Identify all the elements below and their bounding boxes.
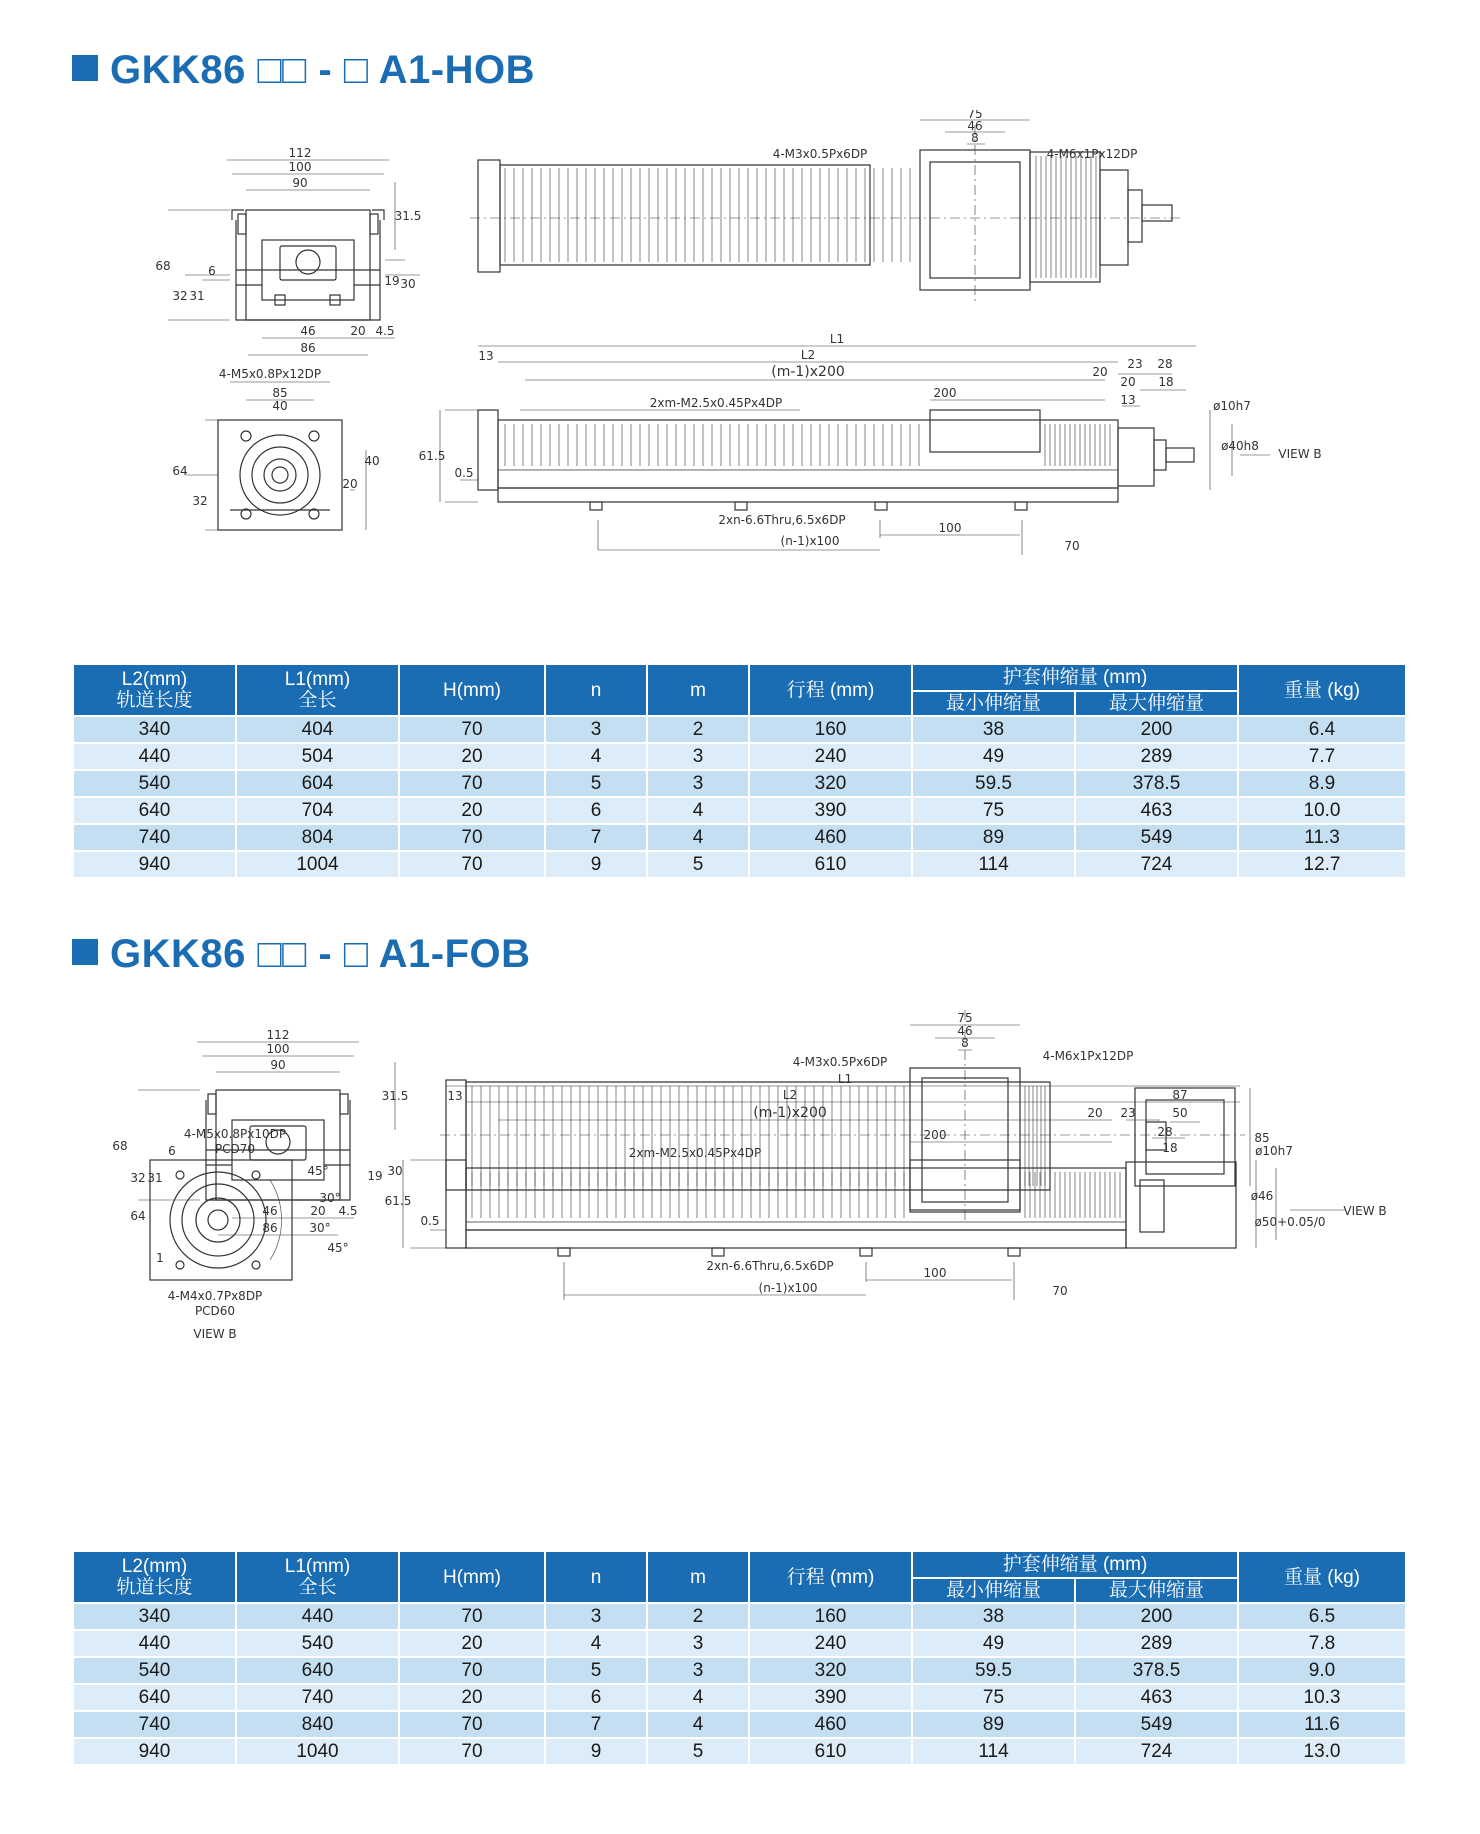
table-cell: 160 bbox=[749, 1603, 912, 1630]
table-cell: 3 bbox=[647, 770, 749, 797]
table-cell: 740 bbox=[73, 824, 236, 851]
table-cell: 3 bbox=[545, 716, 647, 743]
dim-label: 100 bbox=[288, 160, 312, 174]
dim-label: 64 bbox=[172, 464, 188, 478]
dim-label: 32 bbox=[130, 1171, 146, 1185]
dim-label: 32 bbox=[172, 289, 188, 303]
dim-label: 4-M6x1Px12DP bbox=[1046, 147, 1138, 161]
dim-label: 112 bbox=[266, 1028, 290, 1042]
table-cell: 4 bbox=[545, 743, 647, 770]
dim-label: 31 bbox=[147, 1171, 163, 1185]
table-cell: 940 bbox=[73, 1738, 236, 1765]
dim-label: 1 bbox=[156, 1251, 164, 1265]
table-cell: 6 bbox=[545, 797, 647, 824]
header-weight: 重量 (kg) bbox=[1238, 664, 1406, 716]
header-l1: L1(mm) 全长 bbox=[236, 664, 399, 716]
spec-table-1 bbox=[72, 663, 1407, 879]
dim-label: (m-1)x200 bbox=[771, 364, 845, 380]
dim-label: 30° bbox=[319, 1191, 341, 1205]
dim-label: 40 bbox=[364, 454, 380, 468]
table-cell: 70 bbox=[399, 824, 545, 851]
table-cell: 1040 bbox=[236, 1738, 399, 1765]
header-stroke: 行程 (mm) bbox=[749, 664, 912, 716]
table-cell: 20 bbox=[399, 1684, 545, 1711]
table-cell: 940 bbox=[73, 851, 236, 878]
dim-label: 20 bbox=[1087, 1106, 1103, 1120]
dim-label: 86 bbox=[262, 1221, 278, 1235]
header-bellows-min: 最小伸缩量 bbox=[912, 1578, 1075, 1603]
table-cell: 460 bbox=[749, 824, 912, 851]
table-cell: 3 bbox=[545, 1603, 647, 1630]
dim-label: ø10h7 bbox=[1213, 399, 1251, 413]
table-cell: 9 bbox=[545, 851, 647, 878]
table-cell: 740 bbox=[236, 1684, 399, 1711]
table-cell: 114 bbox=[912, 1738, 1075, 1765]
table-cell: 390 bbox=[749, 797, 912, 824]
table-cell: 7.7 bbox=[1238, 743, 1406, 770]
dim-label: 6 bbox=[168, 1144, 176, 1158]
dim-label: 2xm-M2.5x0.45Px4DP bbox=[649, 396, 783, 410]
table-cell: 2 bbox=[647, 716, 749, 743]
square-bullet-icon bbox=[72, 55, 98, 81]
dim-label: 4.5 bbox=[338, 1204, 358, 1218]
dim-label: 30° bbox=[309, 1221, 331, 1235]
table-cell: 640 bbox=[236, 1657, 399, 1684]
table-cell: 9 bbox=[545, 1738, 647, 1765]
table-cell: 200 bbox=[1075, 716, 1238, 743]
table-cell: 4 bbox=[545, 1630, 647, 1657]
dim-label: 46 bbox=[262, 1204, 278, 1218]
table-cell: 610 bbox=[749, 1738, 912, 1765]
table-cell: 540 bbox=[73, 770, 236, 797]
table-cell: 6.4 bbox=[1238, 716, 1406, 743]
header-m: m bbox=[647, 664, 749, 716]
dim-label: 18 bbox=[1158, 375, 1174, 389]
dim-label: 45° bbox=[327, 1241, 349, 1255]
table-cell: 49 bbox=[912, 743, 1075, 770]
header-n: n bbox=[545, 664, 647, 716]
dim-label: 4-M4x0.7Px8DP bbox=[167, 1289, 263, 1303]
table-cell: 7.8 bbox=[1238, 1630, 1406, 1657]
dim-label: 112 bbox=[288, 146, 312, 160]
table-cell: 20 bbox=[399, 743, 545, 770]
table-cell: 8.9 bbox=[1238, 770, 1406, 797]
table-row bbox=[73, 797, 1406, 824]
dim-label: 32 bbox=[192, 494, 208, 508]
table-cell: 11.3 bbox=[1238, 824, 1406, 851]
table-cell: 840 bbox=[236, 1711, 399, 1738]
table-cell: 70 bbox=[399, 1738, 545, 1765]
dim-label: 68 bbox=[155, 259, 171, 273]
dim-label: 61.5 bbox=[418, 449, 446, 463]
dim-label: 31.5 bbox=[394, 209, 422, 223]
table-cell: 504 bbox=[236, 743, 399, 770]
table-cell: 404 bbox=[236, 716, 399, 743]
dim-label: 4-M6x1Px12DP bbox=[1042, 1049, 1134, 1063]
dim-label: 100 bbox=[938, 521, 962, 535]
square-bullet-icon bbox=[72, 939, 98, 965]
spec-table-2 bbox=[72, 1550, 1407, 1766]
dim-label: 23 bbox=[1127, 357, 1143, 371]
dim-label: ø40h8 bbox=[1221, 439, 1259, 453]
header-h: H(mm) bbox=[399, 1551, 545, 1603]
table-cell: 289 bbox=[1075, 743, 1238, 770]
dim-label: 90 bbox=[270, 1058, 286, 1072]
dim-label: 8 bbox=[971, 131, 979, 145]
header-weight: 重量 (kg) bbox=[1238, 1551, 1406, 1603]
header-bellows: 护套伸缩量 (mm) bbox=[912, 1551, 1238, 1578]
table-cell: 10.3 bbox=[1238, 1684, 1406, 1711]
table-cell: 59.5 bbox=[912, 1657, 1075, 1684]
dim-label: (m-1)x200 bbox=[753, 1105, 827, 1121]
table-cell: 70 bbox=[399, 1603, 545, 1630]
table-row bbox=[73, 851, 1406, 878]
dim-label: 64 bbox=[130, 1209, 146, 1223]
header-stroke: 行程 (mm) bbox=[749, 1551, 912, 1603]
dim-label: 28 bbox=[1157, 1125, 1173, 1139]
dim-label: 8 bbox=[961, 1036, 969, 1050]
table-cell: 463 bbox=[1075, 1684, 1238, 1711]
table-cell: 13.0 bbox=[1238, 1738, 1406, 1765]
table-row bbox=[73, 1603, 1406, 1630]
table-cell: 2 bbox=[647, 1603, 749, 1630]
table-cell: 160 bbox=[749, 716, 912, 743]
table-cell: 4 bbox=[647, 824, 749, 851]
table-row bbox=[73, 716, 1406, 743]
table-cell: 240 bbox=[749, 743, 912, 770]
dim-label: 46 bbox=[967, 119, 983, 133]
table-row bbox=[73, 1657, 1406, 1684]
table-cell: 463 bbox=[1075, 797, 1238, 824]
dim-label: 13 bbox=[447, 1089, 463, 1103]
motor-view bbox=[150, 1160, 292, 1280]
table-cell: 6 bbox=[545, 1684, 647, 1711]
table-cell: 7 bbox=[545, 824, 647, 851]
dim-label: (n-1)x100 bbox=[758, 1281, 818, 1295]
table-cell: 390 bbox=[749, 1684, 912, 1711]
table-cell: 4 bbox=[647, 1684, 749, 1711]
header-m: m bbox=[647, 1551, 749, 1603]
section-2-title: GKK86 □□ - □ A1-FOB bbox=[72, 932, 531, 977]
dim-label: 87 bbox=[1172, 1088, 1188, 1102]
header-bellows-max: 最大伸缩量 bbox=[1075, 691, 1238, 716]
table-row bbox=[73, 1738, 1406, 1765]
dim-label: 46 bbox=[957, 1024, 973, 1038]
table-cell: 320 bbox=[749, 770, 912, 797]
header-bellows-min: 最小伸缩量 bbox=[912, 691, 1075, 716]
table-cell: 440 bbox=[73, 743, 236, 770]
table-cell: 540 bbox=[236, 1630, 399, 1657]
table-cell: 604 bbox=[236, 770, 399, 797]
table-cell: 549 bbox=[1075, 1711, 1238, 1738]
dim-label: ø10h7 bbox=[1255, 1144, 1293, 1158]
table-cell: 704 bbox=[236, 797, 399, 824]
table-cell: 200 bbox=[1075, 1603, 1238, 1630]
dim-label: 20 bbox=[310, 1204, 326, 1218]
dim-label: 18 bbox=[1162, 1141, 1178, 1155]
header-bellows-max: 最大伸缩量 bbox=[1075, 1578, 1238, 1603]
table-cell: 5 bbox=[545, 770, 647, 797]
table-cell: 240 bbox=[749, 1630, 912, 1657]
dim-label: 4-M3x0.5Px6DP bbox=[792, 1055, 888, 1069]
table-cell: 340 bbox=[73, 716, 236, 743]
table-cell: 70 bbox=[399, 716, 545, 743]
dim-label: 200 bbox=[923, 1128, 947, 1142]
dim-label: (n-1)x100 bbox=[780, 534, 840, 548]
dim-label: 30 bbox=[400, 277, 416, 291]
header-n: n bbox=[545, 1551, 647, 1603]
header-l1: L1(mm) 全长 bbox=[236, 1551, 399, 1603]
dim-label: 30 bbox=[387, 1164, 403, 1178]
table-cell: 724 bbox=[1075, 1738, 1238, 1765]
table-cell: 89 bbox=[912, 1711, 1075, 1738]
section-2-drawing bbox=[0, 1000, 1480, 1530]
table-row bbox=[73, 1684, 1406, 1711]
table-cell: 5 bbox=[647, 851, 749, 878]
front-view bbox=[232, 210, 384, 320]
table-cell: 10.0 bbox=[1238, 797, 1406, 824]
dim-label: 13 bbox=[478, 349, 494, 363]
dim-label: 4-M5x0.8Px10DP bbox=[183, 1127, 287, 1141]
dim-label: 20 bbox=[350, 324, 366, 338]
table-cell: 75 bbox=[912, 797, 1075, 824]
table-cell: 4 bbox=[647, 1711, 749, 1738]
table-cell: 740 bbox=[73, 1711, 236, 1738]
dim-label: 4.5 bbox=[375, 324, 395, 338]
table-cell: 378.5 bbox=[1075, 1657, 1238, 1684]
table-cell: 610 bbox=[749, 851, 912, 878]
dim-label: 28 bbox=[1157, 357, 1173, 371]
table-cell: 6.5 bbox=[1238, 1603, 1406, 1630]
dim-label: 19 bbox=[384, 274, 400, 288]
dim-label: 2xn-6.6Thru,6.5x6DP bbox=[706, 1259, 834, 1273]
table-cell: 59.5 bbox=[912, 770, 1075, 797]
dim-label: 20 bbox=[1092, 365, 1108, 379]
dim-label: 2xm-M2.5x0.45Px4DP bbox=[628, 1146, 762, 1160]
table-cell: 89 bbox=[912, 824, 1075, 851]
dim-label: 40 bbox=[272, 399, 288, 413]
dim-label: 200 bbox=[933, 386, 957, 400]
table-cell: 70 bbox=[399, 770, 545, 797]
dim-label: 45° bbox=[307, 1164, 329, 1178]
table-row bbox=[73, 1630, 1406, 1657]
table-cell: 70 bbox=[399, 1711, 545, 1738]
dim-label: 13 bbox=[1120, 393, 1136, 407]
header-l2: L2(mm) 轨道长度 bbox=[73, 1551, 236, 1603]
table-cell: 12.7 bbox=[1238, 851, 1406, 878]
table-cell: 3 bbox=[647, 743, 749, 770]
dim-label: ø46 bbox=[1250, 1189, 1274, 1203]
table-cell: 4 bbox=[647, 797, 749, 824]
dim-label: 75 bbox=[967, 110, 983, 121]
dim-label: 85 bbox=[1254, 1131, 1270, 1145]
dim-label: 50 bbox=[1172, 1106, 1188, 1120]
dim-label: 31.5 bbox=[381, 1089, 409, 1103]
dim-label: 20 bbox=[342, 477, 358, 491]
table-cell: 11.6 bbox=[1238, 1711, 1406, 1738]
table-cell: 549 bbox=[1075, 824, 1238, 851]
dim-label: 4-M5x0.8Px12DP bbox=[218, 367, 322, 381]
dim-label: PCD60 bbox=[194, 1304, 236, 1318]
dim-label: 46 bbox=[300, 324, 316, 338]
table-cell: 540 bbox=[73, 1657, 236, 1684]
table-cell: 640 bbox=[73, 797, 236, 824]
table-cell: 70 bbox=[399, 851, 545, 878]
dim-label: 20 bbox=[1120, 375, 1136, 389]
section-1-title: GKK86 □□ - □ A1-HOB bbox=[72, 48, 535, 93]
header-h: H(mm) bbox=[399, 664, 545, 716]
dim-label: ø50+0.05/0 bbox=[1254, 1215, 1326, 1229]
table-cell: 38 bbox=[912, 716, 1075, 743]
table-row bbox=[73, 770, 1406, 797]
dim-label: 68 bbox=[112, 1139, 128, 1153]
dim-label: VIEW B bbox=[1278, 447, 1322, 461]
dim-label: L2 bbox=[782, 1088, 798, 1102]
dim-label: 4-M3x0.5Px6DP bbox=[772, 147, 868, 161]
table-cell: 9.0 bbox=[1238, 1657, 1406, 1684]
dim-label: VIEW B bbox=[1343, 1204, 1387, 1218]
header-l2: L2(mm) 轨道长度 bbox=[73, 664, 236, 716]
table-cell: 20 bbox=[399, 797, 545, 824]
table-cell: 38 bbox=[912, 1603, 1075, 1630]
dim-label: 31 bbox=[189, 289, 205, 303]
dim-label: L2 bbox=[800, 348, 816, 362]
dim-label: 6 bbox=[208, 264, 216, 278]
section-2-dimension-labels bbox=[112, 1011, 1386, 1341]
table-cell: 20 bbox=[399, 1630, 545, 1657]
dim-label: 85 bbox=[272, 386, 288, 400]
dim-label: 0.5 bbox=[420, 1214, 440, 1228]
table-cell: 114 bbox=[912, 851, 1075, 878]
table-cell: 3 bbox=[647, 1630, 749, 1657]
dim-label: 86 bbox=[300, 341, 316, 355]
dim-label: 0.5 bbox=[454, 466, 474, 480]
table-cell: 289 bbox=[1075, 1630, 1238, 1657]
dim-label: 70 bbox=[1064, 539, 1080, 553]
table-cell: 724 bbox=[1075, 851, 1238, 878]
table-cell: 7 bbox=[545, 1711, 647, 1738]
table-cell: 640 bbox=[73, 1684, 236, 1711]
dim-label: 2xn-6.6Thru,6.5x6DP bbox=[718, 513, 846, 527]
dim-label: 61.5 bbox=[384, 1194, 412, 1208]
dim-label: L1 bbox=[837, 1072, 853, 1086]
dim-label: 23 bbox=[1120, 1106, 1136, 1120]
table-cell: 440 bbox=[236, 1603, 399, 1630]
dim-label: 75 bbox=[957, 1011, 973, 1025]
table-cell: 1004 bbox=[236, 851, 399, 878]
motor-view bbox=[218, 420, 342, 530]
table-row bbox=[73, 824, 1406, 851]
table-cell: 75 bbox=[912, 1684, 1075, 1711]
table-cell: 5 bbox=[647, 1738, 749, 1765]
dim-label: VIEW B bbox=[193, 1327, 237, 1341]
table-cell: 3 bbox=[647, 1657, 749, 1684]
section-1-drawing bbox=[0, 110, 1480, 640]
side-view bbox=[478, 410, 1194, 510]
dim-label: 100 bbox=[923, 1266, 947, 1280]
table-cell: 378.5 bbox=[1075, 770, 1238, 797]
table-cell: 320 bbox=[749, 1657, 912, 1684]
table-cell: 5 bbox=[545, 1657, 647, 1684]
dim-label: PCD70 bbox=[214, 1142, 256, 1156]
table-cell: 804 bbox=[236, 824, 399, 851]
dim-label: 90 bbox=[292, 176, 308, 190]
dim-label: 70 bbox=[1052, 1284, 1068, 1298]
table-cell: 440 bbox=[73, 1630, 236, 1657]
table-cell: 340 bbox=[73, 1603, 236, 1630]
dim-label: L1 bbox=[829, 332, 845, 346]
table-cell: 49 bbox=[912, 1630, 1075, 1657]
table-row bbox=[73, 1711, 1406, 1738]
table-row bbox=[73, 743, 1406, 770]
table-cell: 460 bbox=[749, 1711, 912, 1738]
table-cell: 70 bbox=[399, 1657, 545, 1684]
dim-label: 100 bbox=[266, 1042, 290, 1056]
dim-label: 19 bbox=[367, 1169, 383, 1183]
header-bellows: 护套伸缩量 (mm) bbox=[912, 664, 1238, 691]
